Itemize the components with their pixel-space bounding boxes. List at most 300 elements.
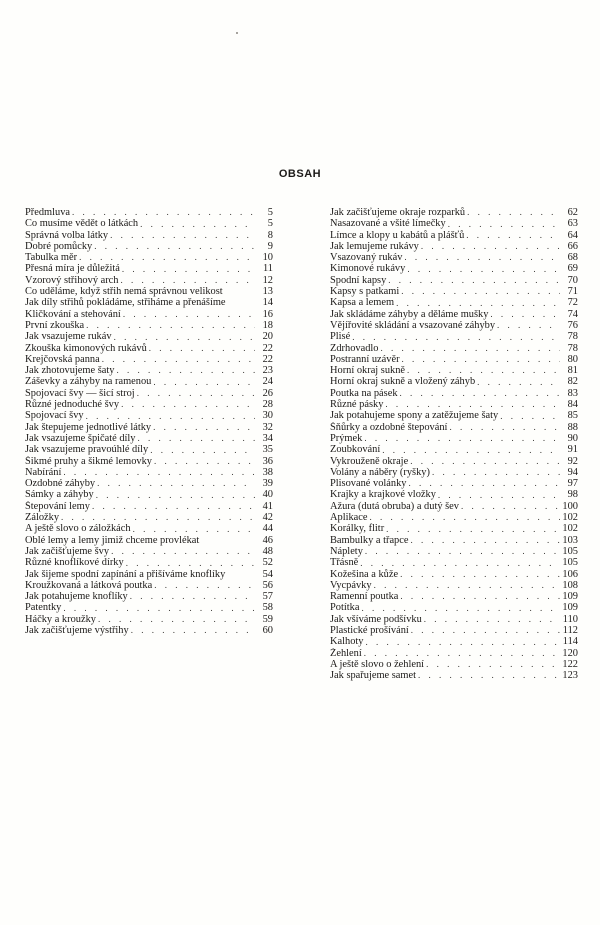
toc-entry-page: 30	[262, 410, 273, 422]
dot-leader	[63, 467, 255, 478]
toc-entry[interactable]	[330, 467, 578, 478]
dot-leader	[94, 241, 255, 252]
toc-entry[interactable]	[25, 535, 273, 546]
toc-entry-page: 20	[262, 331, 273, 343]
toc-entry[interactable]	[330, 207, 578, 218]
dot-leader	[497, 320, 560, 331]
toc-entry-title: Jak začišťujeme výstřihy	[25, 624, 129, 636]
toc-entry-title: Korálky, flitr	[330, 523, 385, 535]
dot-leader	[402, 354, 560, 365]
toc-entry[interactable]	[330, 297, 578, 308]
toc-entry-page: 109	[562, 602, 578, 614]
toc-entry-title: Co uděláme, když střih nemá správnou velikost	[25, 286, 223, 298]
toc-entry-title: Šikmé pruhy a šikmé lemovky	[25, 455, 152, 467]
toc-entry-page: 12	[262, 274, 273, 286]
toc-entry[interactable]	[330, 489, 578, 500]
toc-entry-page: 11	[262, 263, 273, 275]
toc-entry-page: 83	[567, 387, 578, 399]
toc-entry-title: Horní okraj sukně a vložený záhyb	[330, 376, 476, 388]
page-title: OBSAH	[278, 168, 322, 180]
toc-entry[interactable]	[25, 501, 273, 512]
dot-leader	[400, 591, 560, 602]
toc-entry-title: Zoubkování	[330, 444, 381, 456]
toc-entry-page: 8	[267, 229, 273, 241]
toc-entry-page: 46	[262, 534, 273, 546]
toc-entry-title: Jak šijeme spodní zapínání a přišíváme knoflíky	[25, 568, 226, 580]
toc-entry-title: Ažura (dutá obruba) a dutý šev	[330, 500, 459, 512]
toc-entry-page: 76	[567, 319, 578, 331]
toc-entry[interactable]	[330, 659, 578, 670]
dot-leader	[131, 625, 255, 636]
toc-entry-page: 108	[562, 579, 578, 591]
toc-entry-page: 90	[567, 432, 578, 444]
toc-entry[interactable]	[25, 557, 273, 568]
toc-entry[interactable]	[25, 399, 273, 410]
toc-entry-title: Kroužkovaná a látková poutka	[25, 579, 153, 591]
toc-entry-page: 69	[567, 263, 578, 275]
toc-entry-title: Bambulky a třapce	[330, 534, 409, 546]
dot-leader	[86, 411, 255, 422]
toc-entry-page: 22	[262, 353, 273, 365]
toc-entry-page: 22	[262, 342, 273, 354]
dot-leader	[404, 252, 560, 263]
dot-leader	[410, 535, 560, 546]
toc-column-left	[25, 207, 273, 636]
toc-entry-page: 18	[262, 319, 273, 331]
toc-entry-title: Plisé	[330, 331, 351, 343]
toc-entry-title: Různé knoflíkové dírky	[25, 557, 124, 569]
toc-entry-page: 103	[562, 534, 578, 546]
toc-entry-title: Jak vsazujeme rukáv	[25, 331, 112, 343]
toc-entry-page: 88	[567, 421, 578, 433]
toc-entry-title: Různé jednoduché švy	[25, 399, 120, 411]
toc-entry[interactable]	[330, 230, 578, 241]
toc-entry-page: 42	[262, 512, 273, 524]
toc-entry-title: Spodní kapsy	[330, 274, 387, 286]
dot-leader	[137, 388, 255, 399]
dot-leader	[110, 230, 255, 241]
toc-column-right	[330, 207, 578, 681]
toc-entry-page: 44	[262, 523, 273, 535]
toc-entry[interactable]	[330, 365, 578, 376]
toc-entry-title: Vycpávky	[330, 579, 372, 591]
toc-entry-page: 14	[262, 297, 273, 309]
toc-entry-title: Kapsy s patkami	[330, 286, 400, 298]
toc-entry-page: 85	[567, 410, 578, 422]
dot-leader	[364, 648, 560, 659]
dot-leader	[374, 580, 560, 591]
dot-leader	[138, 433, 255, 444]
toc-entry-page: 39	[262, 478, 273, 490]
toc-entry-title: Ozdobné záhyby	[25, 478, 96, 490]
toc-entry[interactable]	[330, 252, 578, 263]
toc-entry-page: 54	[262, 568, 273, 580]
toc-entry-page: 26	[262, 387, 273, 399]
toc-entry[interactable]	[25, 580, 273, 591]
toc-entry-title: Plisované volánky	[330, 478, 407, 490]
toc-entry-title: Jak díly střihů pokládáme, střiháme a přenášíme	[25, 297, 226, 309]
toc-entry-page: 72	[567, 297, 578, 309]
toc-entry[interactable]	[330, 286, 578, 297]
dot-leader	[102, 354, 255, 365]
toc-entry[interactable]	[25, 376, 273, 387]
toc-entry[interactable]	[25, 467, 273, 478]
toc-entry[interactable]	[25, 602, 273, 613]
dot-leader	[386, 524, 560, 535]
dot-leader	[448, 219, 560, 230]
toc-entry-title: Poutka na pásek	[330, 387, 398, 399]
dot-leader	[365, 546, 560, 557]
toc-entry[interactable]	[330, 399, 578, 410]
toc-entry-title: Oblé lemy a lemy jimiž chceme provlékat	[25, 534, 200, 546]
toc-entry[interactable]	[330, 456, 578, 467]
dot-leader	[400, 569, 560, 580]
toc-entry[interactable]	[330, 591, 578, 602]
dot-leader	[98, 614, 255, 625]
toc-entry[interactable]	[330, 523, 578, 534]
dot-leader	[408, 478, 560, 489]
toc-entry-page: 68	[567, 252, 578, 264]
toc-entry-page: 59	[262, 613, 273, 625]
toc-entry-page: 52	[262, 557, 273, 569]
toc-entry-page: 32	[262, 421, 273, 433]
toc-entry-title: Kalhoty	[330, 636, 364, 648]
dot-leader	[401, 286, 560, 297]
dot-leader	[407, 264, 560, 275]
toc-entry[interactable]	[330, 535, 578, 546]
toc-entry[interactable]	[25, 410, 273, 421]
toc-entry[interactable]	[25, 309, 273, 320]
toc-entry[interactable]	[25, 512, 273, 523]
toc-entry-page: 78	[567, 331, 578, 343]
dot-leader	[385, 399, 560, 410]
toc-entry-page: 13	[262, 286, 273, 298]
toc-entry-title: Krejčovská panna	[25, 353, 100, 365]
toc-entry[interactable]	[25, 286, 273, 297]
toc-entry-page: 112	[562, 624, 578, 636]
dot-leader	[121, 399, 255, 410]
dot-leader	[365, 637, 560, 648]
dot-leader	[140, 219, 255, 230]
toc-entry-title: Jak všíváme podšívku	[330, 613, 422, 625]
dot-leader	[410, 456, 560, 467]
toc-entry-title: Vzorový střihový arch	[25, 274, 119, 286]
toc-entry[interactable]	[25, 569, 273, 580]
toc-entry-title: Límce a klopy u kabátů a plášťů	[330, 229, 465, 241]
toc-entry[interactable]	[330, 478, 578, 489]
toc-entry-title: Jak začišťujeme švy	[25, 545, 110, 557]
toc-entry-page: 94	[567, 466, 578, 478]
toc-entry-page: 28	[262, 399, 273, 411]
dot-leader	[79, 252, 255, 263]
toc-entry[interactable]	[25, 331, 273, 342]
toc-entry-title: Jak zhotovujeme šaty	[25, 365, 115, 377]
toc-entry-page: 66	[567, 240, 578, 252]
toc-entry[interactable]	[25, 218, 273, 229]
dot-leader	[153, 422, 255, 433]
toc-entry-page: 16	[262, 308, 273, 320]
toc-entry-title: Ramenní poutka	[330, 591, 399, 603]
dot-leader	[388, 275, 560, 286]
toc-entry-page: 102	[562, 523, 578, 535]
toc-entry[interactable]	[25, 478, 273, 489]
toc-entry[interactable]	[330, 331, 578, 342]
toc-entry[interactable]	[25, 422, 273, 433]
toc-entry-page: 105	[562, 545, 578, 557]
toc-entry[interactable]	[330, 354, 578, 365]
toc-entry-page: 9	[267, 240, 273, 252]
toc-entry-title: Kapsa a lemem	[330, 297, 395, 309]
toc-entry[interactable]	[330, 275, 578, 286]
toc-entry[interactable]	[330, 625, 578, 636]
dot-leader	[370, 512, 560, 523]
toc-entry-title: Kožešina a kůže	[330, 568, 399, 580]
toc-entry-page: 56	[262, 579, 273, 591]
toc-entry[interactable]	[25, 523, 273, 534]
toc-entry[interactable]	[25, 591, 273, 602]
dot-leader	[133, 524, 255, 535]
toc-entry-title: Přesná míra je důležitá	[25, 263, 120, 275]
toc-entry[interactable]	[25, 275, 273, 286]
toc-entry[interactable]	[330, 636, 578, 647]
toc-entry[interactable]	[25, 207, 273, 218]
toc-entry-title: Prýmek	[330, 432, 363, 444]
toc-entry[interactable]	[25, 489, 273, 500]
toc-entry-page: 97	[567, 478, 578, 490]
toc-entry-title: Háčky a kroužky	[25, 613, 96, 625]
toc-entry-page: 24	[262, 376, 273, 388]
toc-entry-title: Žehlení	[330, 647, 362, 659]
toc-entry[interactable]	[25, 625, 273, 636]
dot-leader	[86, 320, 255, 331]
dot-leader	[111, 546, 255, 557]
toc-entry-page: 38	[262, 466, 273, 478]
toc-entry-page: 63	[567, 218, 578, 230]
dot-leader	[361, 603, 560, 614]
dot-leader	[400, 388, 560, 399]
dot-leader	[380, 343, 560, 354]
toc-entry-title: Náplety	[330, 545, 363, 557]
toc-entry-title: Nabírání	[25, 466, 62, 478]
toc-entry[interactable]	[330, 388, 578, 399]
toc-entry-title: Jak skládáme záhyby a děláme mušky	[330, 308, 489, 320]
toc-entry-title: Předmluva	[25, 207, 71, 218]
toc-entry-title: Tabulka měr	[25, 252, 78, 264]
toc-entry-title: Jak vsazujeme pravoúhlé díly	[25, 444, 149, 456]
dot-leader	[500, 411, 560, 422]
toc-entry-title: Jak spařujeme samet	[330, 670, 416, 682]
dot-leader	[92, 501, 255, 512]
toc-entry-page: 106	[562, 568, 578, 580]
toc-entry[interactable]	[25, 343, 273, 354]
toc-entry[interactable]	[330, 444, 578, 455]
toc-entry-page: 78	[567, 342, 578, 354]
toc-entry-page: 70	[567, 274, 578, 286]
dot-leader	[467, 207, 560, 218]
toc-entry-title: Plastické prošívání	[330, 624, 409, 636]
toc-entry[interactable]	[330, 241, 578, 252]
toc-entry-title: Dobré pomůcky	[25, 240, 93, 252]
toc-entry-title: Horní okraj sukně	[330, 365, 406, 377]
toc-entry-page: 80	[567, 353, 578, 365]
toc-entry-page: 48	[262, 545, 273, 557]
toc-entry-title: Kličkování a stehování	[25, 308, 121, 320]
toc-entry[interactable]	[25, 241, 273, 252]
toc-entry[interactable]	[330, 422, 578, 433]
toc-entry-page: 114	[562, 636, 578, 648]
toc-entry-page: 40	[262, 489, 273, 501]
dot-leader	[121, 275, 256, 286]
toc-entry[interactable]	[330, 670, 578, 681]
toc-entry-title: Vykrouženě okraje	[330, 455, 409, 467]
toc-entry-page: 82	[567, 376, 578, 388]
toc-entry[interactable]	[25, 444, 273, 455]
toc-entry-page: 81	[567, 365, 578, 377]
dot-leader	[130, 591, 255, 602]
toc-entry-page: 98	[567, 489, 578, 501]
toc-entry-page: 109	[562, 591, 578, 603]
toc-entry-page: 123	[562, 670, 578, 682]
toc-entry-page: 71	[567, 286, 578, 298]
toc-entry[interactable]	[330, 376, 578, 387]
toc-entry[interactable]	[25, 297, 273, 308]
toc-entry-title: Šňůrky a ozdobné štepování	[330, 421, 448, 433]
toc-entry[interactable]	[25, 456, 273, 467]
toc-entry[interactable]	[25, 433, 273, 444]
toc-entry-title: Třásně	[330, 557, 359, 569]
toc-entry-page: 64	[567, 229, 578, 241]
toc-entry-title: Postranní uzávěr	[330, 353, 400, 365]
toc-entry[interactable]	[25, 614, 273, 625]
dot-leader	[153, 377, 255, 388]
dot-leader	[72, 207, 255, 218]
toc-entry-page: 5	[267, 207, 273, 218]
toc-entry-title: A ještě slovo o záložkách	[25, 523, 131, 535]
dot-leader	[122, 264, 255, 275]
toc-entry-page: 41	[262, 500, 273, 512]
toc-entry[interactable]	[330, 602, 578, 613]
dot-leader	[466, 230, 560, 241]
toc-entry-page: 58	[262, 602, 273, 614]
toc-entry-title: Aplikace	[330, 512, 368, 524]
toc-entry-title: Jak štepujeme jednotlivé látky	[25, 421, 152, 433]
toc-entry[interactable]	[25, 354, 273, 365]
dot-leader	[396, 298, 560, 309]
toc-entry[interactable]	[25, 388, 273, 399]
toc-entry-title: Patentky	[25, 602, 62, 614]
toc-entry-title: Co musíme vědět o látkách	[25, 218, 139, 230]
toc-entry-page: 122	[562, 658, 578, 670]
toc-entry[interactable]	[25, 320, 273, 331]
dot-leader	[150, 445, 255, 456]
toc-entry[interactable]	[25, 263, 273, 274]
paper-speck	[236, 32, 238, 34]
toc-entry[interactable]	[330, 433, 578, 444]
dot-leader	[123, 309, 255, 320]
toc-entry-page: 110	[562, 613, 578, 625]
dot-leader	[411, 625, 560, 636]
dot-leader	[96, 490, 255, 501]
dot-leader	[382, 445, 560, 456]
dot-leader	[426, 659, 560, 670]
toc-entry[interactable]	[25, 546, 273, 557]
toc-entry[interactable]	[330, 320, 578, 331]
toc-entry-title: Kimonové rukávy	[330, 263, 406, 275]
toc-entry[interactable]	[330, 614, 578, 625]
toc-entry-page: 105	[562, 557, 578, 569]
toc-entry[interactable]	[330, 648, 578, 659]
toc-entry-title: První zkouška	[25, 319, 85, 331]
dot-leader	[154, 456, 255, 467]
toc-entry-title: Spojovací švy — šicí stroj	[25, 387, 135, 399]
dot-leader	[154, 580, 255, 591]
toc-entry-title: Jak potahujeme knoflíky	[25, 591, 128, 603]
toc-entry[interactable]	[330, 343, 578, 354]
dot-leader	[126, 558, 255, 569]
dot-leader	[360, 558, 560, 569]
dot-leader	[352, 332, 560, 343]
toc-entry[interactable]	[330, 580, 578, 591]
toc-entry[interactable]	[330, 309, 578, 320]
toc-entry-page: 34	[262, 432, 273, 444]
toc-entry-title: Zkouška kimonových rukávů	[25, 342, 147, 354]
toc-entry-page: 100	[562, 500, 578, 512]
toc-entry[interactable]	[330, 410, 578, 421]
toc-entry-title: Krajky a krajkové vložky	[330, 489, 436, 501]
toc-entry[interactable]	[330, 263, 578, 274]
toc-entry[interactable]	[330, 512, 578, 523]
dot-leader	[407, 365, 560, 376]
toc-entry[interactable]	[330, 557, 578, 568]
toc-entry-page: 91	[567, 444, 578, 456]
toc-entry-title: A ještě slovo o žehlení	[330, 658, 425, 670]
toc-entry-page: 102	[562, 512, 578, 524]
toc-entry[interactable]	[330, 501, 578, 512]
toc-entry-title: Vějířovité skládání a vsazované záhyby	[330, 319, 496, 331]
toc-entry-page: 74	[567, 308, 578, 320]
toc-entry[interactable]	[25, 252, 273, 263]
dot-leader	[61, 512, 255, 523]
toc-entry-title: Zdrhovadlo	[330, 342, 379, 354]
dot-leader	[63, 603, 255, 614]
dot-leader	[438, 490, 560, 501]
toc-entry[interactable]	[25, 230, 273, 241]
toc-entry-title: Jak lemujeme rukávy	[330, 240, 419, 252]
toc-entry-page: 92	[567, 455, 578, 467]
toc-entry[interactable]	[330, 218, 578, 229]
dot-leader	[490, 309, 560, 320]
toc-entry-title: Jak potahujeme spony a zatěžujeme šaty	[330, 410, 499, 422]
toc-entry-title: Vsazovaný rukáv	[330, 252, 403, 264]
toc-entry-title: Různé pásky	[330, 399, 384, 411]
toc-entry-title: Spojovací švy	[25, 410, 84, 422]
dot-leader	[97, 478, 255, 489]
toc-entry-title: Potítka	[330, 602, 360, 614]
dot-leader	[418, 670, 560, 681]
toc-entry[interactable]	[330, 569, 578, 580]
toc-entry-page: 10	[262, 252, 273, 264]
toc-entry[interactable]	[25, 365, 273, 376]
dot-leader	[116, 365, 255, 376]
toc-entry-title: Sámky a záhyby	[25, 489, 94, 501]
toc-entry[interactable]	[330, 546, 578, 557]
toc-entry-title: Nasazované a všité límečky	[330, 218, 446, 230]
dot-leader	[477, 377, 560, 388]
dot-leader	[364, 433, 560, 444]
toc-entry-page: 23	[262, 365, 273, 377]
toc-entry-title: Štepování lemy	[25, 500, 90, 512]
toc-entry-title: Záševky a záhyby na ramenou	[25, 376, 152, 388]
